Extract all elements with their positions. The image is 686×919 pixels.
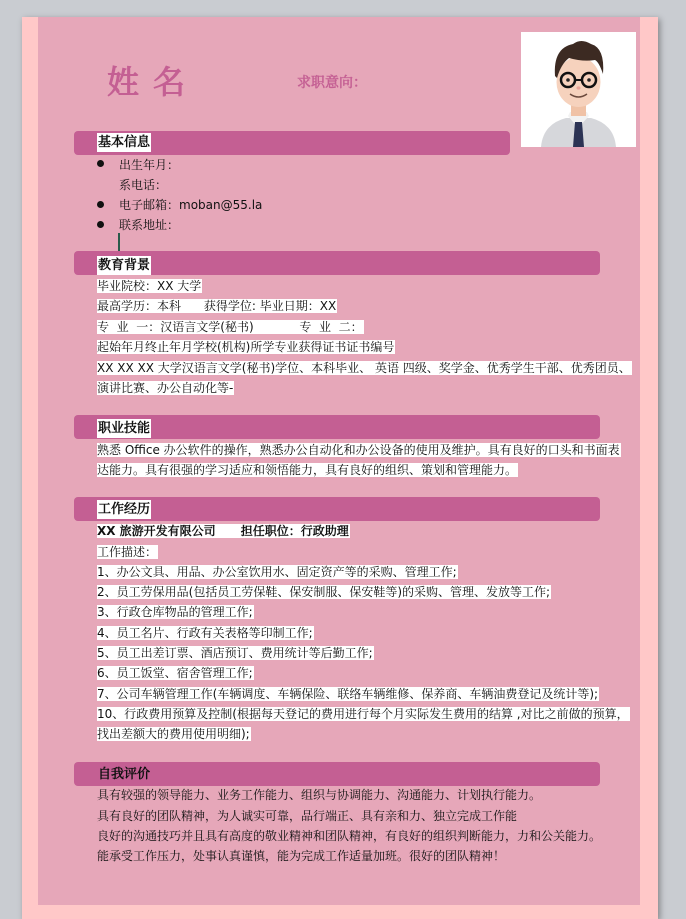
bullet-icon	[97, 221, 104, 228]
edu-line[interactable]: 最高学历：本科 获得学位: 毕业日期：XX	[97, 299, 337, 313]
section-bar-work	[74, 497, 600, 521]
info-birth[interactable]: 出生年月：	[119, 158, 180, 172]
work-line[interactable]: 6、员工饭堂、宿舍管理工作;	[97, 666, 253, 680]
self-eval-line[interactable]: 良好的沟通技巧并且具有高度的敬业精神和团队精神，有良好的组织判断能力，力和公关能力。	[97, 829, 602, 843]
work-line[interactable]: 找出差额大的费用使用明细);	[97, 727, 250, 741]
edu-line[interactable]: 专 业 一：汉语言文学(秘书) 专 业 二：	[97, 320, 363, 334]
section-title-self-eval[interactable]: 自我评价	[98, 767, 151, 782]
self-eval-line[interactable]: 具有较强的领导能力、业务工作能力、组织与协调能力、沟通能力、计划执行能力。	[97, 788, 542, 802]
work-line[interactable]: 2、员工劳保用品(包括员工劳保鞋、保安制服、保安鞋等)的采购、管理、发放等工作;	[97, 585, 551, 599]
section-title-skills[interactable]: 职业技能	[98, 421, 151, 436]
work-line[interactable]: 1、办公文具、用品、办公室饮用水、固定资产等的采购、管理工作;	[97, 565, 457, 579]
info-phone[interactable]: 系电话：	[119, 178, 168, 192]
work-line[interactable]: 10、行政费用预算及控制(根据每天登记的费用进行每个月实际发生费用的结算 ,对比之前做的预算，	[97, 707, 629, 721]
info-email[interactable]: 电子邮箱：moban@55.la	[119, 198, 263, 212]
section-bar-education	[74, 251, 600, 275]
skills-line[interactable]: 熟悉 Office 办公软件的操作，熟悉办公自动化和办公设备的使用及维护。具有良好的口头和书面表	[97, 443, 620, 457]
info-address[interactable]: 联系地址：	[119, 218, 180, 232]
edu-line[interactable]: 起始年月终止年月学校(机构)所学专业获得证书证书编号	[97, 340, 395, 354]
work-line[interactable]: 5、员工出差订票、酒店预订、费用统计等后勤工作;	[97, 646, 373, 660]
work-line[interactable]: 3、行政仓库物品的管理工作;	[97, 605, 253, 619]
edu-line[interactable]: 毕业院校：XX 大学	[97, 279, 202, 293]
self-eval-line[interactable]: 具有良好的团队精神，为人诚实可靠，品行端正、具有亲和力、独立完成工作能	[97, 809, 518, 823]
section-title-work[interactable]: 工作经历	[98, 502, 151, 517]
section-bar-skills	[74, 415, 600, 439]
work-line[interactable]: 4、员工名片、行政有关表格等印制工作;	[97, 626, 313, 640]
avatar-cartoon-icon	[521, 32, 636, 147]
work-desc-label[interactable]: 工作描述：	[97, 545, 158, 559]
edu-line[interactable]: 演讲比赛、办公自动化等-	[97, 381, 234, 395]
section-bar-self-eval	[74, 762, 600, 786]
work-line[interactable]: 7、公司车辆管理工作(车辆调度、车辆保险、联络车辆维修、保养商、车辆油费登记及统计等);	[97, 687, 599, 701]
self-eval-line[interactable]: 能承受工作压力，处事认真谨慎，能为完成工作适量加班。很好的团队精神！	[97, 849, 506, 863]
section-title-basic-info[interactable]: 基本信息	[98, 135, 151, 150]
section-title-education[interactable]: 教育背景	[98, 258, 151, 273]
work-company-line[interactable]: XX 旅游开发有限公司 担任职位：行政助理	[97, 524, 349, 538]
candidate-name[interactable]: 姓名	[107, 63, 200, 101]
job-intent-label[interactable]: 求职意向：	[297, 75, 367, 91]
bullet-icon	[97, 160, 104, 167]
avatar[interactable]	[521, 32, 636, 147]
edu-line[interactable]: XX XX XX 大学汉语言文学(秘书)学位、本科毕业、 英语 四级、奖学金、优秀学生干部、优秀团员、	[97, 361, 631, 375]
skills-line[interactable]: 达能力。具有很强的学习适应和领悟能力，具有良好的组织、策划和管理能力。	[97, 463, 518, 477]
bullet-icon	[97, 201, 104, 208]
